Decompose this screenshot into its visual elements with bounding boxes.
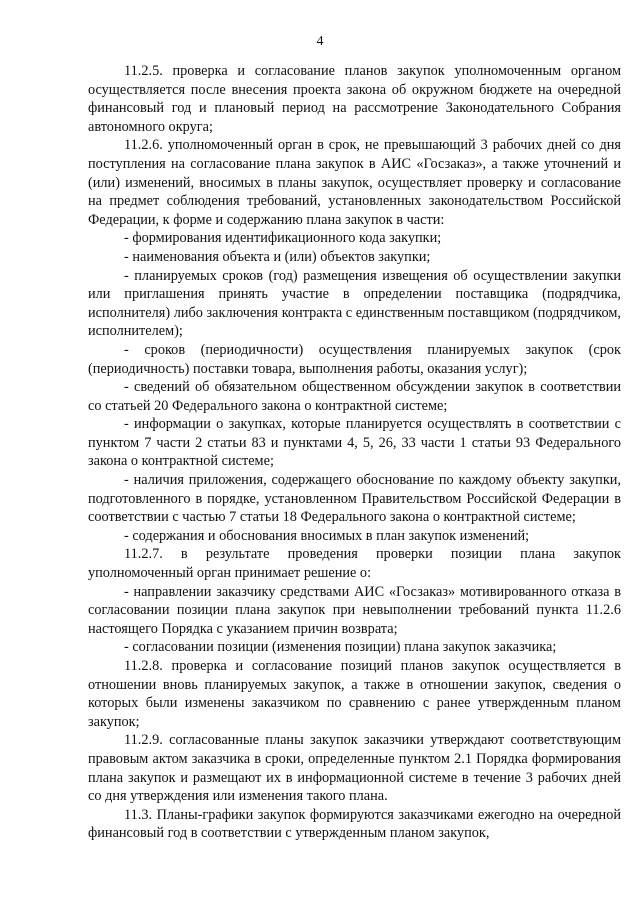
list-item: - сведений об обязательном общественном обсуждении закупок в соответствии со статьей 20 Федерального закона о контрактной системе; [88,379,621,414]
list-item: - содержания и обоснования вносимых в план закупок изменений; [124,527,530,544]
document-body [88,62,621,843]
paragraph-11-2-8: 11.2.8. проверка и согласование позиций планов закупок осуществляется в отношении вновь планируемых закупок, а также в отношении закупок, сведения о которых были изменены заказчиком по сравнению с ранее утвержденным планом закупок; [88,658,621,730]
list-item: - формирования идентификационного кода закупки; [124,230,442,247]
paragraph-11-2-5: 11.2.5. проверка и согласование планов закупок уполномоченным органом осуществляется после внесения проекта закона об окружном бюджете на очередной финансовый год и плановый период на рассмотрение Законодательного Собрания автономного округа; [88,63,621,135]
paragraph-11-2-9: 11.2.9. согласованные планы закупок заказчики утверждают соответствующим правовым актом заказчика в сроки, определенные пунктом 2.1 Порядка формирования плана закупок и размещают их в информационной системе в течение 3 рабочих дней со дня утверждения или изменения такого плана. [88,732,621,805]
list-item: - сроков (периодичности) осуществления планируемых закупок (срок (периодичность) поставки товара, выполнения работы, оказания услуг); [88,341,621,377]
list-item: - направлении заказчику средствами АИС «Госзаказ» мотивированного отказа в согласовании позиции плана закупок при невыполнении требований пункта 11.2.6 настоящего Порядка с указанием причин возврата; [88,583,621,637]
paragraph-11-3: 11.3. Планы-графики закупок формируются заказчиками ежегодно на очередной финансовый год в соответствии с утвержденным планом закупок, [88,806,621,842]
list-item: - информации о закупках, которые планируется осуществлять в соответствии с пунктом 7 части 2 статьи 83 и пунктами 4, 5, 26, 33 части 1 статьи 93 Федерального закона о контрактной системе; [88,416,621,470]
page-number: 4 [316,34,324,49]
list-item: - наименования объекта и (или) объектов закупки; [124,248,431,265]
paragraph-11-2-7: 11.2.7. в результате проведения проверки позиции плана закупок уполномоченный орган принимает решение о: [88,546,621,582]
list-item: - согласовании позиции (изменения позиции) плана закупок заказчика; [124,639,557,656]
list-item: - наличия приложения, содержащего обоснование по каждому объекту закупки, подготовленного в порядке, установленном Правительством Российской Федерации в соответствии с частью 7 статьи 18 Федерального закона о контрактной системе; [88,472,621,526]
paragraph-11-2-6: 11.2.6. уполномоченный орган в срок, не превышающий 3 рабочих дней со дня поступления на согласование плана закупок в АИС «Госзаказ», а также уточнений и (или) изменений, вносимых в планы закупок, осуществляет проверку и согласование на предмет соблюдения требований, установленных законодательством Российской Федерации, к форме и содержанию плана закупок в части: [88,137,621,228]
list-item: - планируемых сроков (год) размещения извещения об осуществлении закупки или приглашения принять участие в определении поставщика (подрядчика, исполнителя) либо заключения контракта с единственным поставщиком (подрядчиком, исполнителем); [88,267,621,340]
